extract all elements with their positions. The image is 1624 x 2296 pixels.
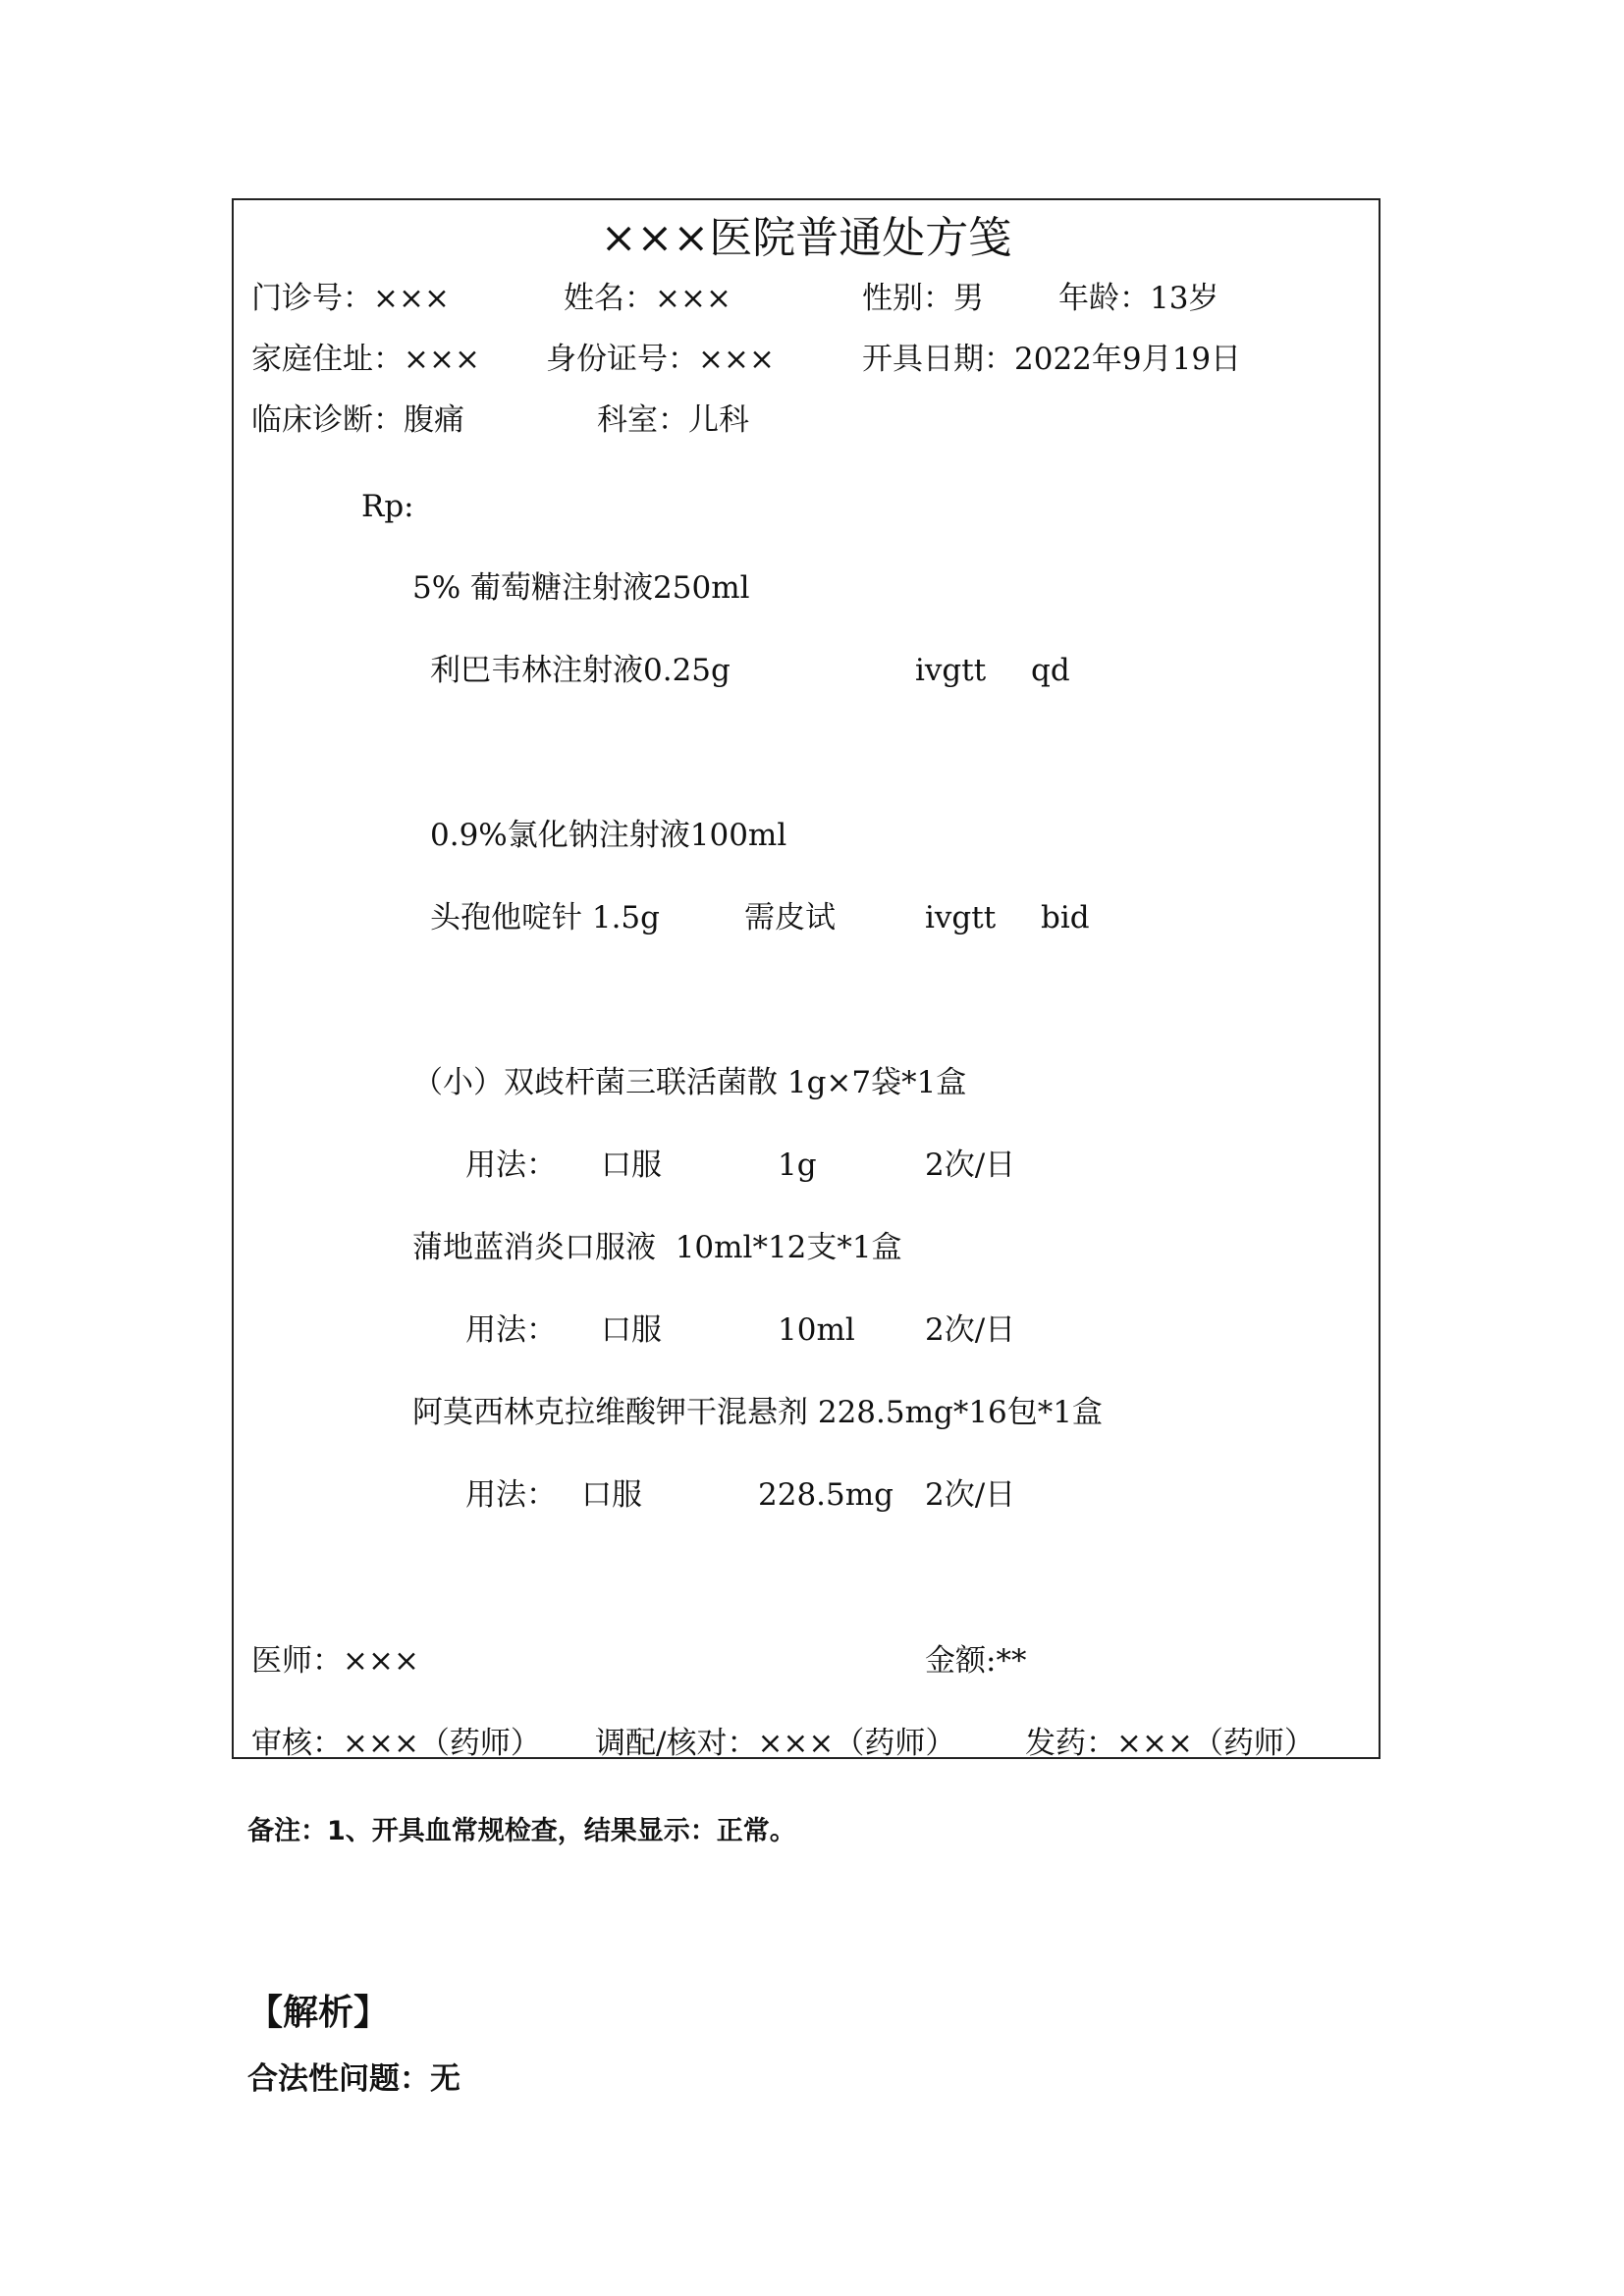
oral-drug-1-usage-label: 用法： xyxy=(465,1148,557,1183)
oral-drug-3-route: 口服 xyxy=(581,1477,642,1513)
iv-group-2-skin-test: 需皮试 xyxy=(744,900,836,935)
patient-gender: 性别：男 xyxy=(862,281,984,316)
prescription-title: ×××医院普通处方笺 xyxy=(600,213,1012,263)
pharmacist-review: 审核：×××（药师） xyxy=(251,1726,541,1761)
iv-group-2-frequency: bid xyxy=(1041,900,1090,935)
oral-drug-2-name: 蒲地蓝消炎口服液 10ml*12支*1盒 xyxy=(412,1230,902,1265)
rp-label: Rp: xyxy=(361,489,414,524)
department: 科室：儿科 xyxy=(597,402,749,438)
patient-name: 姓名：××× xyxy=(564,281,731,316)
oral-drug-1-dose: 1g xyxy=(778,1148,817,1183)
iv-group-1-frequency: qd xyxy=(1031,653,1070,688)
oral-drug-2-dose: 10ml xyxy=(778,1312,855,1348)
oral-drug-3-dose: 228.5mg xyxy=(758,1477,893,1513)
iv-group-1-solvent: 5% 葡萄糖注射液250ml xyxy=(412,570,750,606)
iv-group-1-drug: 利巴韦林注射液0.25g xyxy=(430,653,731,688)
oral-drug-1-frequency: 2次/日 xyxy=(925,1148,1016,1183)
pharmacist-dispense-check: 调配/核对：×××（药师） xyxy=(595,1726,956,1761)
pharmacist-issue: 发药：×××（药师） xyxy=(1025,1726,1315,1761)
patient-address: 家庭住址：××× xyxy=(251,342,480,377)
oral-drug-2-usage-label: 用法： xyxy=(465,1312,557,1348)
iv-group-1-route: ivgtt xyxy=(915,653,987,688)
prescribing-doctor: 医师：××× xyxy=(251,1643,419,1679)
patient-id-number: 身份证号：××× xyxy=(546,342,775,377)
oral-drug-3-frequency: 2次/日 xyxy=(925,1477,1016,1513)
analysis-heading: 【解析】 xyxy=(247,1993,390,2033)
iv-group-2-drug: 头孢他啶针 1.5g xyxy=(430,900,660,935)
remark-note: 备注：1、开具血常规检查，结果显示：正常。 xyxy=(247,1816,796,1846)
prescription-form xyxy=(232,198,1380,1759)
oral-drug-1-name: （小）双歧杆菌三联活菌散 1g×7袋*1盒 xyxy=(412,1065,967,1100)
oral-drug-3-usage-label: 用法： xyxy=(465,1477,557,1513)
clinical-diagnosis: 临床诊断：腹痛 xyxy=(251,402,464,438)
clinic-number: 门诊号：××× xyxy=(251,281,450,316)
iv-group-2-route: ivgtt xyxy=(925,900,997,935)
prescription-date: 开具日期：2022年9月19日 xyxy=(862,342,1242,377)
oral-drug-1-route: 口服 xyxy=(601,1148,662,1183)
prescription-amount: 金额:** xyxy=(925,1643,1027,1679)
legality-issue: 合法性问题：无 xyxy=(247,2061,460,2097)
iv-group-2-solvent: 0.9%氯化钠注射液100ml xyxy=(430,818,787,853)
oral-drug-2-frequency: 2次/日 xyxy=(925,1312,1016,1348)
oral-drug-3-name: 阿莫西林克拉维酸钾干混悬剂 228.5mg*16包*1盒 xyxy=(412,1395,1104,1430)
oral-drug-2-route: 口服 xyxy=(601,1312,662,1348)
patient-age: 年龄：13岁 xyxy=(1058,281,1219,316)
